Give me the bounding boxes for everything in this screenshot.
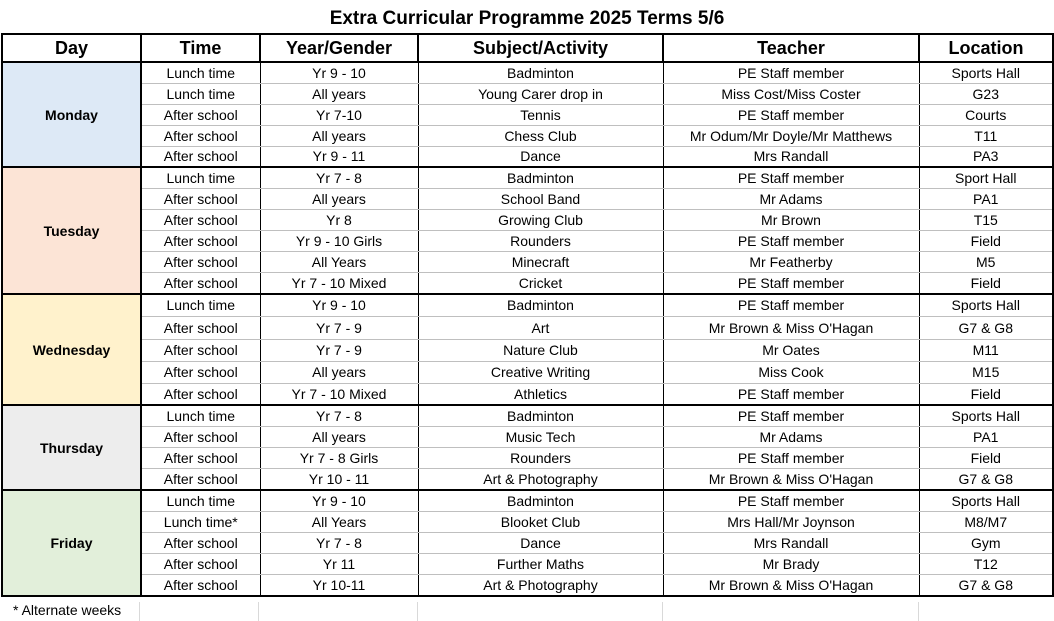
location-cell: Courts	[919, 104, 1053, 125]
time-cell: After school	[141, 553, 260, 574]
time-cell: After school	[141, 574, 260, 596]
time-cell: Lunch time*	[141, 511, 260, 532]
subject-activity-cell: Tennis	[418, 104, 663, 125]
time-cell: After school	[141, 316, 260, 339]
subject-activity-cell: Minecraft	[418, 251, 663, 272]
subject-activity-cell: Badminton	[418, 490, 663, 511]
time-cell: Lunch time	[141, 294, 260, 316]
location-cell: G7 & G8	[919, 316, 1053, 339]
header-time: Time	[141, 34, 260, 62]
teacher-cell: PE Staff member	[663, 230, 919, 251]
table-row	[2, 468, 1053, 490]
time-cell: After school	[141, 447, 260, 468]
location-cell: Field	[919, 230, 1053, 251]
teacher-cell: PE Staff member	[663, 167, 919, 188]
year-gender-cell: Yr 9 - 11	[260, 146, 418, 167]
year-gender-cell: Yr 7-10	[260, 104, 418, 125]
subject-activity-cell: Dance	[418, 146, 663, 167]
table-row	[2, 230, 1053, 251]
time-cell: Lunch time	[141, 62, 260, 83]
year-gender-cell: All Years	[260, 511, 418, 532]
year-gender-cell: Yr 7 - 10 Mixed	[260, 272, 418, 294]
table-row	[2, 361, 1053, 383]
location-cell: PA1	[919, 426, 1053, 447]
time-cell: After school	[141, 251, 260, 272]
year-gender-cell: All years	[260, 361, 418, 383]
table-row	[2, 339, 1053, 361]
subject-activity-cell: Rounders	[418, 447, 663, 468]
table-row	[2, 188, 1053, 209]
footnote: * Alternate weeks	[13, 602, 122, 618]
year-gender-cell: Yr 11	[260, 553, 418, 574]
time-cell: After school	[141, 383, 260, 405]
header-subject-activity: Subject/Activity	[418, 34, 663, 62]
subject-activity-cell: Art & Photography	[418, 468, 663, 490]
subject-activity-cell: Badminton	[418, 167, 663, 188]
teacher-cell: Mrs Randall	[663, 146, 919, 167]
teacher-cell: PE Staff member	[663, 490, 919, 511]
teacher-cell: Miss Cook	[663, 361, 919, 383]
location-cell: Field	[919, 447, 1053, 468]
location-cell: T12	[919, 553, 1053, 574]
teacher-cell: Mr Brown	[663, 209, 919, 230]
time-cell: After school	[141, 532, 260, 553]
day-cell: Tuesday	[2, 167, 141, 294]
location-cell: PA1	[919, 188, 1053, 209]
subject-activity-cell: Badminton	[418, 294, 663, 316]
year-gender-cell: Yr 9 - 10	[260, 62, 418, 83]
subject-activity-cell: Growing Club	[418, 209, 663, 230]
sheet-gridlines	[0, 602, 1054, 621]
day-cell: Monday	[2, 62, 141, 167]
table-row	[2, 405, 1053, 426]
table-row	[2, 532, 1053, 553]
year-gender-cell: Yr 7 - 8 Girls	[260, 447, 418, 468]
time-cell: Lunch time	[141, 490, 260, 511]
subject-activity-cell: Art & Photography	[418, 574, 663, 596]
location-cell: M8/M7	[919, 511, 1053, 532]
time-cell: After school	[141, 188, 260, 209]
page-title: Extra Curricular Programme 2025 Terms 5/6	[329, 8, 725, 29]
subject-activity-cell: Further Maths	[418, 553, 663, 574]
location-cell: PA3	[919, 146, 1053, 167]
teacher-cell: PE Staff member	[663, 62, 919, 83]
teacher-cell: Mrs Hall/Mr Joynson	[663, 511, 919, 532]
teacher-cell: PE Staff member	[663, 383, 919, 405]
teacher-cell: PE Staff member	[663, 405, 919, 426]
subject-activity-cell: Rounders	[418, 230, 663, 251]
time-cell: After school	[141, 272, 260, 294]
year-gender-cell: Yr 10 - 11	[260, 468, 418, 490]
location-cell: Field	[919, 272, 1053, 294]
teacher-cell: Mr Oates	[663, 339, 919, 361]
teacher-cell: Mr Odum/Mr Doyle/Mr Matthews	[663, 125, 919, 146]
location-cell: G7 & G8	[919, 574, 1053, 596]
time-cell: Lunch time	[141, 83, 260, 104]
teacher-cell: PE Staff member	[663, 272, 919, 294]
teacher-cell: PE Staff member	[663, 447, 919, 468]
time-cell: After school	[141, 104, 260, 125]
table-row	[2, 574, 1053, 596]
teacher-cell: PE Staff member	[663, 104, 919, 125]
time-cell: Lunch time	[141, 167, 260, 188]
table-row	[2, 553, 1053, 574]
location-cell: T15	[919, 209, 1053, 230]
table-row	[2, 251, 1053, 272]
subject-activity-cell: Dance	[418, 532, 663, 553]
year-gender-cell: Yr 7 - 8	[260, 532, 418, 553]
teacher-cell: Miss Cost/Miss Coster	[663, 83, 919, 104]
year-gender-cell: Yr 8	[260, 209, 418, 230]
subject-activity-cell: Badminton	[418, 62, 663, 83]
year-gender-cell: All years	[260, 426, 418, 447]
location-cell: Field	[919, 383, 1053, 405]
teacher-cell: Mr Featherby	[663, 251, 919, 272]
location-cell: G23	[919, 83, 1053, 104]
year-gender-cell: Yr 10-11	[260, 574, 418, 596]
day-cell: Thursday	[2, 405, 141, 490]
subject-activity-cell: Cricket	[418, 272, 663, 294]
location-cell: Sports Hall	[919, 490, 1053, 511]
table-row	[2, 294, 1053, 316]
header-location: Location	[919, 34, 1053, 62]
subject-activity-cell: Blooket Club	[418, 511, 663, 532]
subject-activity-cell: Creative Writing	[418, 361, 663, 383]
location-cell: Sports Hall	[919, 62, 1053, 83]
table-row	[2, 272, 1053, 294]
location-cell: M11	[919, 339, 1053, 361]
year-gender-cell: Yr 7 - 8	[260, 167, 418, 188]
subject-activity-cell: Music Tech	[418, 426, 663, 447]
teacher-cell: PE Staff member	[663, 294, 919, 316]
schedule-table	[1, 33, 1054, 597]
time-cell: After school	[141, 230, 260, 251]
teacher-cell: Mr Brown & Miss O'Hagan	[663, 316, 919, 339]
time-cell: After school	[141, 468, 260, 490]
location-cell: Sport Hall	[919, 167, 1053, 188]
time-cell: After school	[141, 125, 260, 146]
header-teacher: Teacher	[663, 34, 919, 62]
day-cell: Friday	[2, 490, 141, 596]
table-row	[2, 490, 1053, 511]
year-gender-cell: All years	[260, 188, 418, 209]
teacher-cell: Mr Brown & Miss O'Hagan	[663, 468, 919, 490]
table-row	[2, 383, 1053, 405]
table-row	[2, 316, 1053, 339]
year-gender-cell: Yr 7 - 9	[260, 339, 418, 361]
year-gender-cell: All years	[260, 83, 418, 104]
header-year-gender: Year/Gender	[260, 34, 418, 62]
subject-activity-cell: Athletics	[418, 383, 663, 405]
teacher-cell: Mr Brady	[663, 553, 919, 574]
year-gender-cell: Yr 9 - 10	[260, 490, 418, 511]
table-row	[2, 426, 1053, 447]
year-gender-cell: Yr 9 - 10	[260, 294, 418, 316]
header-row	[2, 34, 1053, 62]
time-cell: After school	[141, 339, 260, 361]
subject-activity-cell: Young Carer drop in	[418, 83, 663, 104]
header-day: Day	[2, 34, 141, 62]
year-gender-cell: All Years	[260, 251, 418, 272]
teacher-cell: Mr Adams	[663, 188, 919, 209]
subject-activity-cell: Chess Club	[418, 125, 663, 146]
subject-activity-cell: Nature Club	[418, 339, 663, 361]
table-row	[2, 209, 1053, 230]
table-row	[2, 447, 1053, 468]
schedule-body	[2, 62, 1053, 596]
teacher-cell: Mr Brown & Miss O'Hagan	[663, 574, 919, 596]
year-gender-cell: Yr 9 - 10 Girls	[260, 230, 418, 251]
table-row	[2, 146, 1053, 167]
subject-activity-cell: Badminton	[418, 405, 663, 426]
time-cell: After school	[141, 426, 260, 447]
day-cell: Wednesday	[2, 294, 141, 405]
teacher-cell: Mr Adams	[663, 426, 919, 447]
year-gender-cell: All years	[260, 125, 418, 146]
location-cell: T11	[919, 125, 1053, 146]
location-cell: Sports Hall	[919, 294, 1053, 316]
table-row	[2, 167, 1053, 188]
table-row	[2, 104, 1053, 125]
time-cell: After school	[141, 146, 260, 167]
location-cell: M15	[919, 361, 1053, 383]
year-gender-cell: Yr 7 - 8	[260, 405, 418, 426]
teacher-cell: Mrs Randall	[663, 532, 919, 553]
table-row	[2, 83, 1053, 104]
location-cell: G7 & G8	[919, 468, 1053, 490]
time-cell: Lunch time	[141, 405, 260, 426]
table-row	[2, 125, 1053, 146]
year-gender-cell: Yr 7 - 9	[260, 316, 418, 339]
subject-activity-cell: School Band	[418, 188, 663, 209]
table-row	[2, 62, 1053, 83]
location-cell: Sports Hall	[919, 405, 1053, 426]
location-cell: M5	[919, 251, 1053, 272]
time-cell: After school	[141, 209, 260, 230]
location-cell: Gym	[919, 532, 1053, 553]
subject-activity-cell: Art	[418, 316, 663, 339]
time-cell: After school	[141, 361, 260, 383]
year-gender-cell: Yr 7 - 10 Mixed	[260, 383, 418, 405]
table-row	[2, 511, 1053, 532]
